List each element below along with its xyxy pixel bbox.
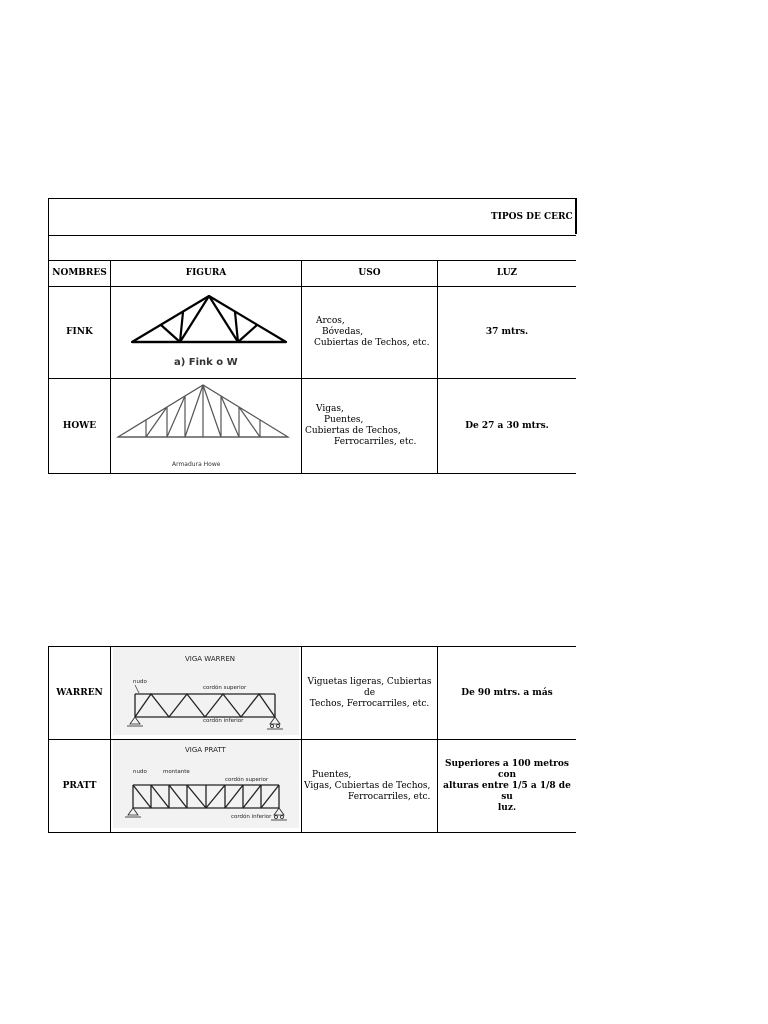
pratt-luz: Superiores a 100 metros con alturas entre 1/5 a 1/8 de su luz. [438, 740, 577, 833]
warren-label-top-chord: cordón superior [203, 685, 247, 691]
truss-types-table-1 [48, 198, 589, 474]
blank-row [49, 236, 589, 261]
table-title-cell [49, 199, 589, 236]
header-figura: FIGURA [111, 261, 302, 287]
warren-luz: De 90 mtrs. a más [438, 647, 577, 740]
fink-luz: 37 mtrs. [438, 287, 577, 379]
warren-figure-cell [111, 647, 302, 740]
pratt-label-bottom-chord: cordón inferior [231, 814, 272, 820]
fink-caption: a) Fink o W [174, 356, 238, 368]
table-row [49, 287, 589, 379]
row-name-pratt: PRATT [49, 740, 111, 833]
warren-figure-title: VIGA WARREN [185, 655, 236, 663]
fink-figure-cell [111, 287, 302, 379]
row-name-fink: FINK [49, 287, 111, 379]
howe-uso: Vigas, Puentes, Cubiertas de Techos, Ferrocarriles, etc. [302, 379, 438, 474]
pratt-figure-title: VIGA PRATT [185, 746, 226, 754]
row-name-warren: WARREN [49, 647, 111, 740]
page-crop-mask [576, 0, 768, 1024]
table-row [49, 647, 589, 740]
warren-truss-figure [113, 647, 299, 735]
row-name-howe: HOWE [49, 379, 111, 474]
warren-uso: Viguetas ligeras, Cubiertas de Techos, Ferrocarriles, etc. [302, 647, 438, 740]
crop-edge-line-1 [575, 198, 577, 234]
pratt-label-top-chord: cordón superior [225, 777, 269, 783]
header-uso: USO [302, 261, 438, 287]
table-row [49, 740, 589, 833]
pratt-uso: Puentes, Vigas, Cubiertas de Techos, Ferrocarriles, etc. [302, 740, 438, 833]
pratt-label-nudo: nudo [133, 769, 147, 775]
header-luz: LUZ [438, 261, 577, 287]
fink-truss-figure [116, 288, 296, 374]
warren-label-nudo: nudo [133, 679, 147, 685]
howe-luz: De 27 a 30 mtrs. [438, 379, 577, 474]
truss-types-table-2 [48, 646, 589, 833]
pratt-label-montante: montante [163, 769, 190, 775]
fink-uso: Arcos, Bóvedas, Cubiertas de Techos, etc. [302, 287, 438, 379]
pratt-truss-figure [113, 740, 299, 828]
pratt-figure-cell [111, 740, 302, 833]
howe-figure-cell [111, 379, 302, 474]
warren-label-bottom-chord: cordón inferior [203, 718, 244, 724]
table-title: TIPOS DE CERC [491, 211, 573, 222]
header-nombres: NOMBRES [49, 261, 111, 287]
table-row [49, 379, 589, 474]
howe-caption: Armadura Howe [172, 461, 221, 468]
howe-truss-figure [112, 379, 300, 469]
